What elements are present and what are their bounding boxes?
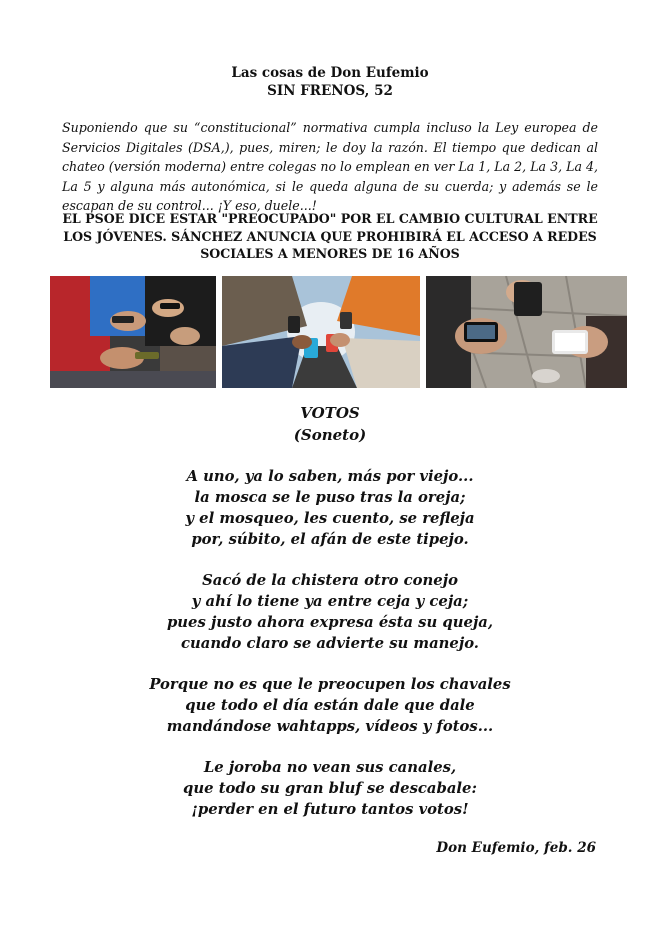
poem-stanza	[0, 757, 660, 820]
poem-line: la mosca se le puso tras la oreja;	[194, 489, 466, 506]
poem-line: ¡perder en el futuro tantos votos!	[191, 801, 469, 818]
photo-strip	[50, 276, 627, 388]
article-title: Las cosas de Don Eufemio	[231, 65, 429, 81]
poem-line: mandándose wahtapps, vídeos y fotos...	[166, 718, 494, 735]
poem-line: que todo el día están dale que dale	[185, 697, 475, 714]
poem-line: Sacó de la chistera otro conejo	[202, 572, 458, 589]
photo-hands-smartphones	[426, 276, 627, 388]
poem-line: pues justo ahora expresa ésta su queja,	[166, 614, 494, 631]
article-header	[0, 64, 660, 100]
photo-circle-phones	[222, 276, 420, 388]
poem-title: VOTOS	[300, 404, 360, 422]
poem-line: A uno, ya lo saben, más por viejo...	[186, 468, 474, 485]
poem-line: Le joroba no vean sus canales,	[203, 759, 457, 776]
poem-line: y ahí lo tiene ya entre ceja y ceja;	[191, 593, 469, 610]
poem-line: Porque no es que le preocupen los chavales	[149, 676, 511, 693]
poem-stanza	[0, 570, 660, 654]
intro-paragraph: Suponiendo que su “constitucional” normativa cumpla incluso la Ley europea de Servicios Digitales (DSA,), pues, miren; le doy la razón. El tiempo que dedican al chateo (versión moderna) entre colegas no lo emplean en ver La 1, La 2, La 3, La 4, La 5 y alguna más autonómica, si le queda alguna de su cuerda; y además se le escapan de su control... ¡Y eso, duele...!	[62, 120, 598, 214]
poem-line: por, súbito, el afán de este tipejo.	[191, 531, 469, 548]
article-series: SIN FRENOS, 52	[267, 83, 393, 99]
poem-line: que todo su gran bluf se descabale:	[183, 780, 477, 797]
author-signature: Don Eufemio, feb. 26	[436, 840, 596, 856]
poem-stanza	[0, 674, 660, 737]
poem-stanza	[0, 466, 660, 550]
poem-subtitle: (Soneto)	[293, 426, 367, 444]
poem-line: y el mosqueo, les cuento, se refleja	[185, 510, 475, 527]
poem-line: cuando claro se advierte su manejo.	[181, 635, 479, 652]
news-headline: EL PSOE DICE ESTAR "PREOCUPADO" POR EL CAMBIO CULTURAL ENTRE LOS JÓVENES. SÁNCHEZ ANUNCIA QUE PROHIBIRÁ EL ACCESO A REDES SOCIALES A MENORES DE 16 AÑOS	[62, 211, 598, 261]
photo-teens-phones	[50, 276, 216, 388]
